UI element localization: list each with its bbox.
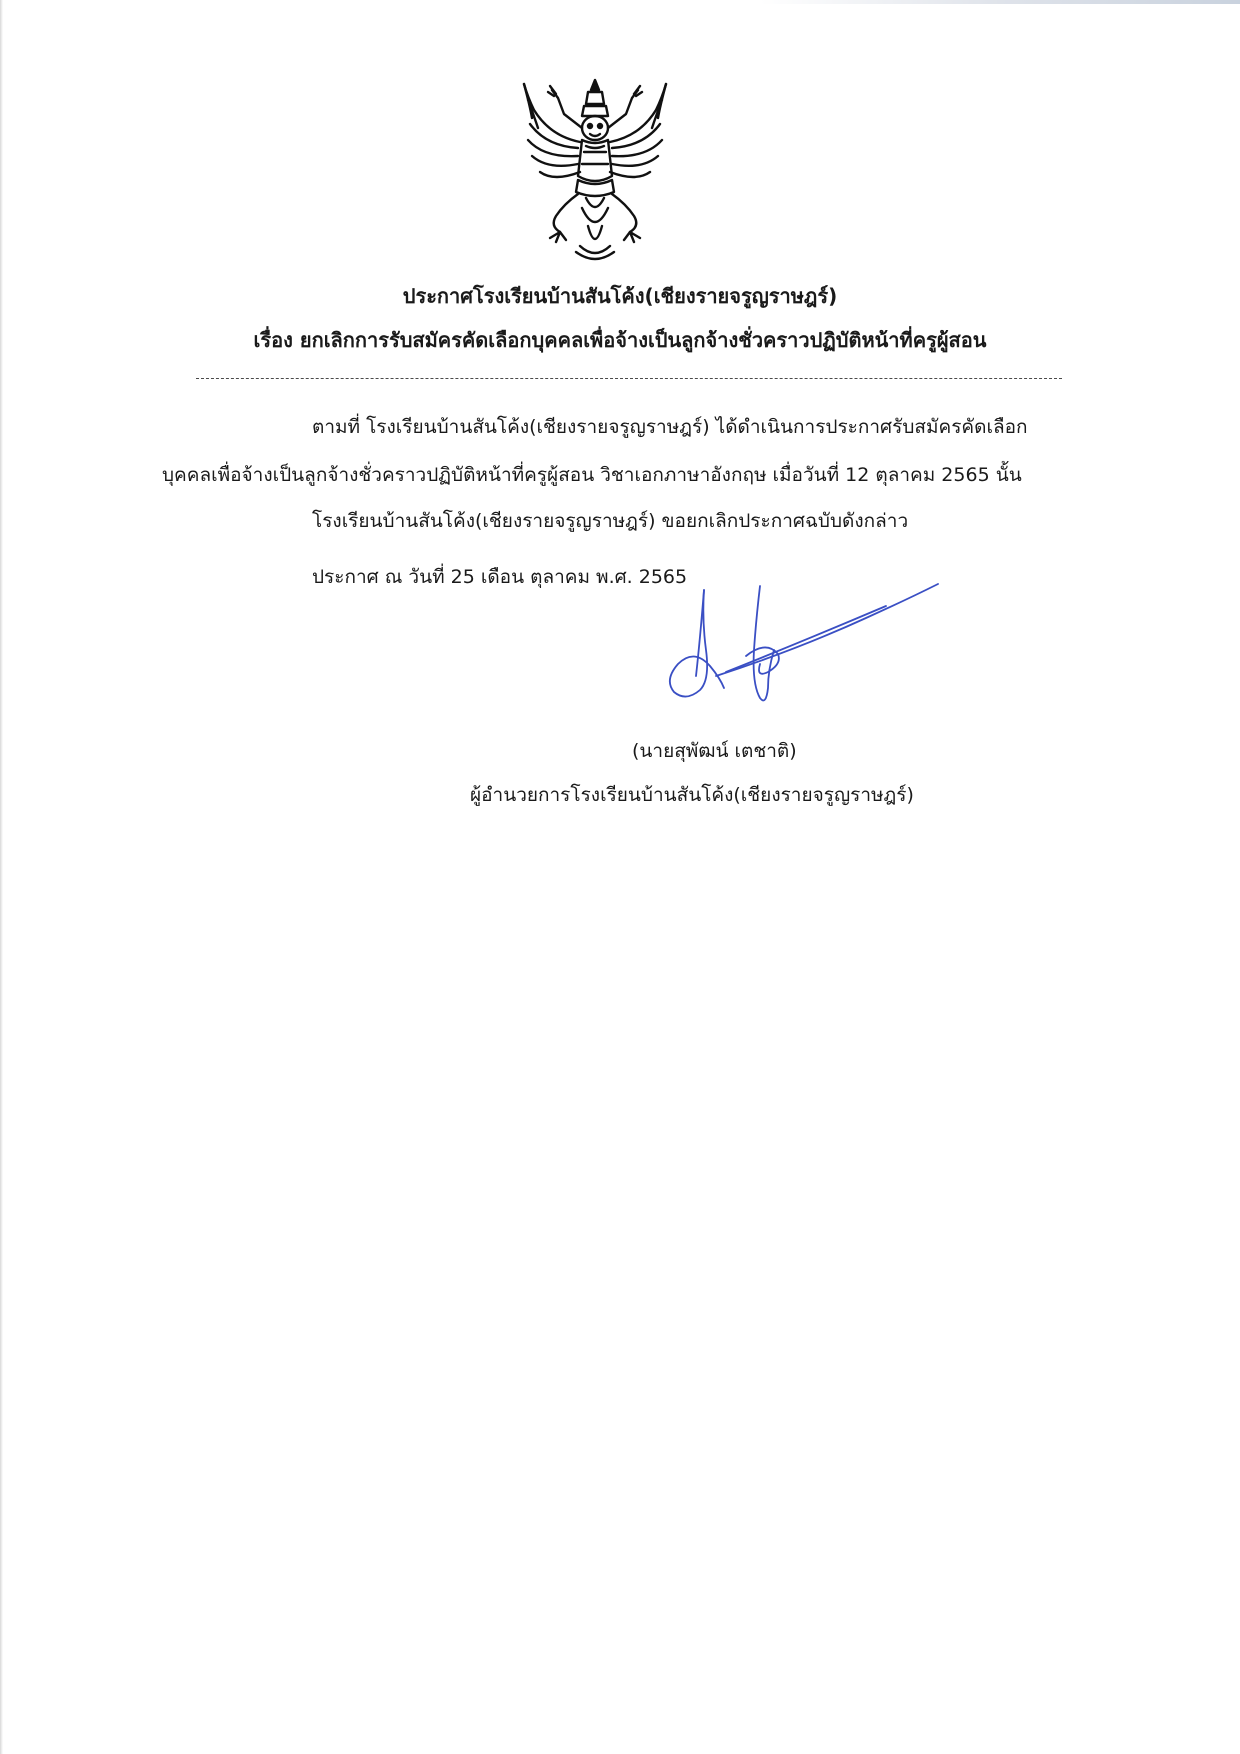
body-paragraph-line-2: บุคคลเพื่อจ้างเป็นลูกจ้างชั่วคราวปฏิบัติหน้าที่ครูผู้สอน วิชาเอกภาษาอังกฤษ เมื่อวันที่ 12 ตุลาคม 2565 นั้น: [162, 464, 1022, 486]
handwritten-signature: [656, 580, 946, 720]
body-paragraph-line-1: ตามที่ โรงเรียนบ้านสันโค้ง(เชียงรายจรูญราษฎร์) ได้ดำเนินการประกาศรับสมัครคัดเลือก: [312, 416, 1028, 438]
signatory-position: ผู้อำนวยการโรงเรียนบ้านสันโค้ง(เชียงรายจรูญราษฎร์): [470, 784, 914, 806]
divider-line: [196, 378, 1062, 379]
announcement-subject: เรื่อง ยกเลิกการรับสมัครคัดเลือกบุคคลเพื่อจ้างเป็นลูกจ้างชั่วคราวปฏิบัติหน้าที่ครูผู้สอน: [253, 328, 987, 352]
announcement-title: ประกาศโรงเรียนบ้านสันโค้ง(เชียงรายจรูญราษฎร์): [402, 284, 838, 308]
signatory-name: (นายสุพัฒน์ เตชาติ): [632, 740, 797, 762]
announcement-date: ประกาศ ณ วันที่ 25 เดือน ตุลาคม พ.ศ. 2565: [312, 566, 688, 588]
scan-edge: [0, 0, 3, 1754]
garuda-emblem-icon: [520, 76, 670, 264]
body-paragraph-line-3: โรงเรียนบ้านสันโค้ง(เชียงรายจรูญราษฎร์) ขอยกเลิกประกาศฉบับดังกล่าว: [312, 510, 909, 532]
scan-streak: [760, 0, 1240, 4]
